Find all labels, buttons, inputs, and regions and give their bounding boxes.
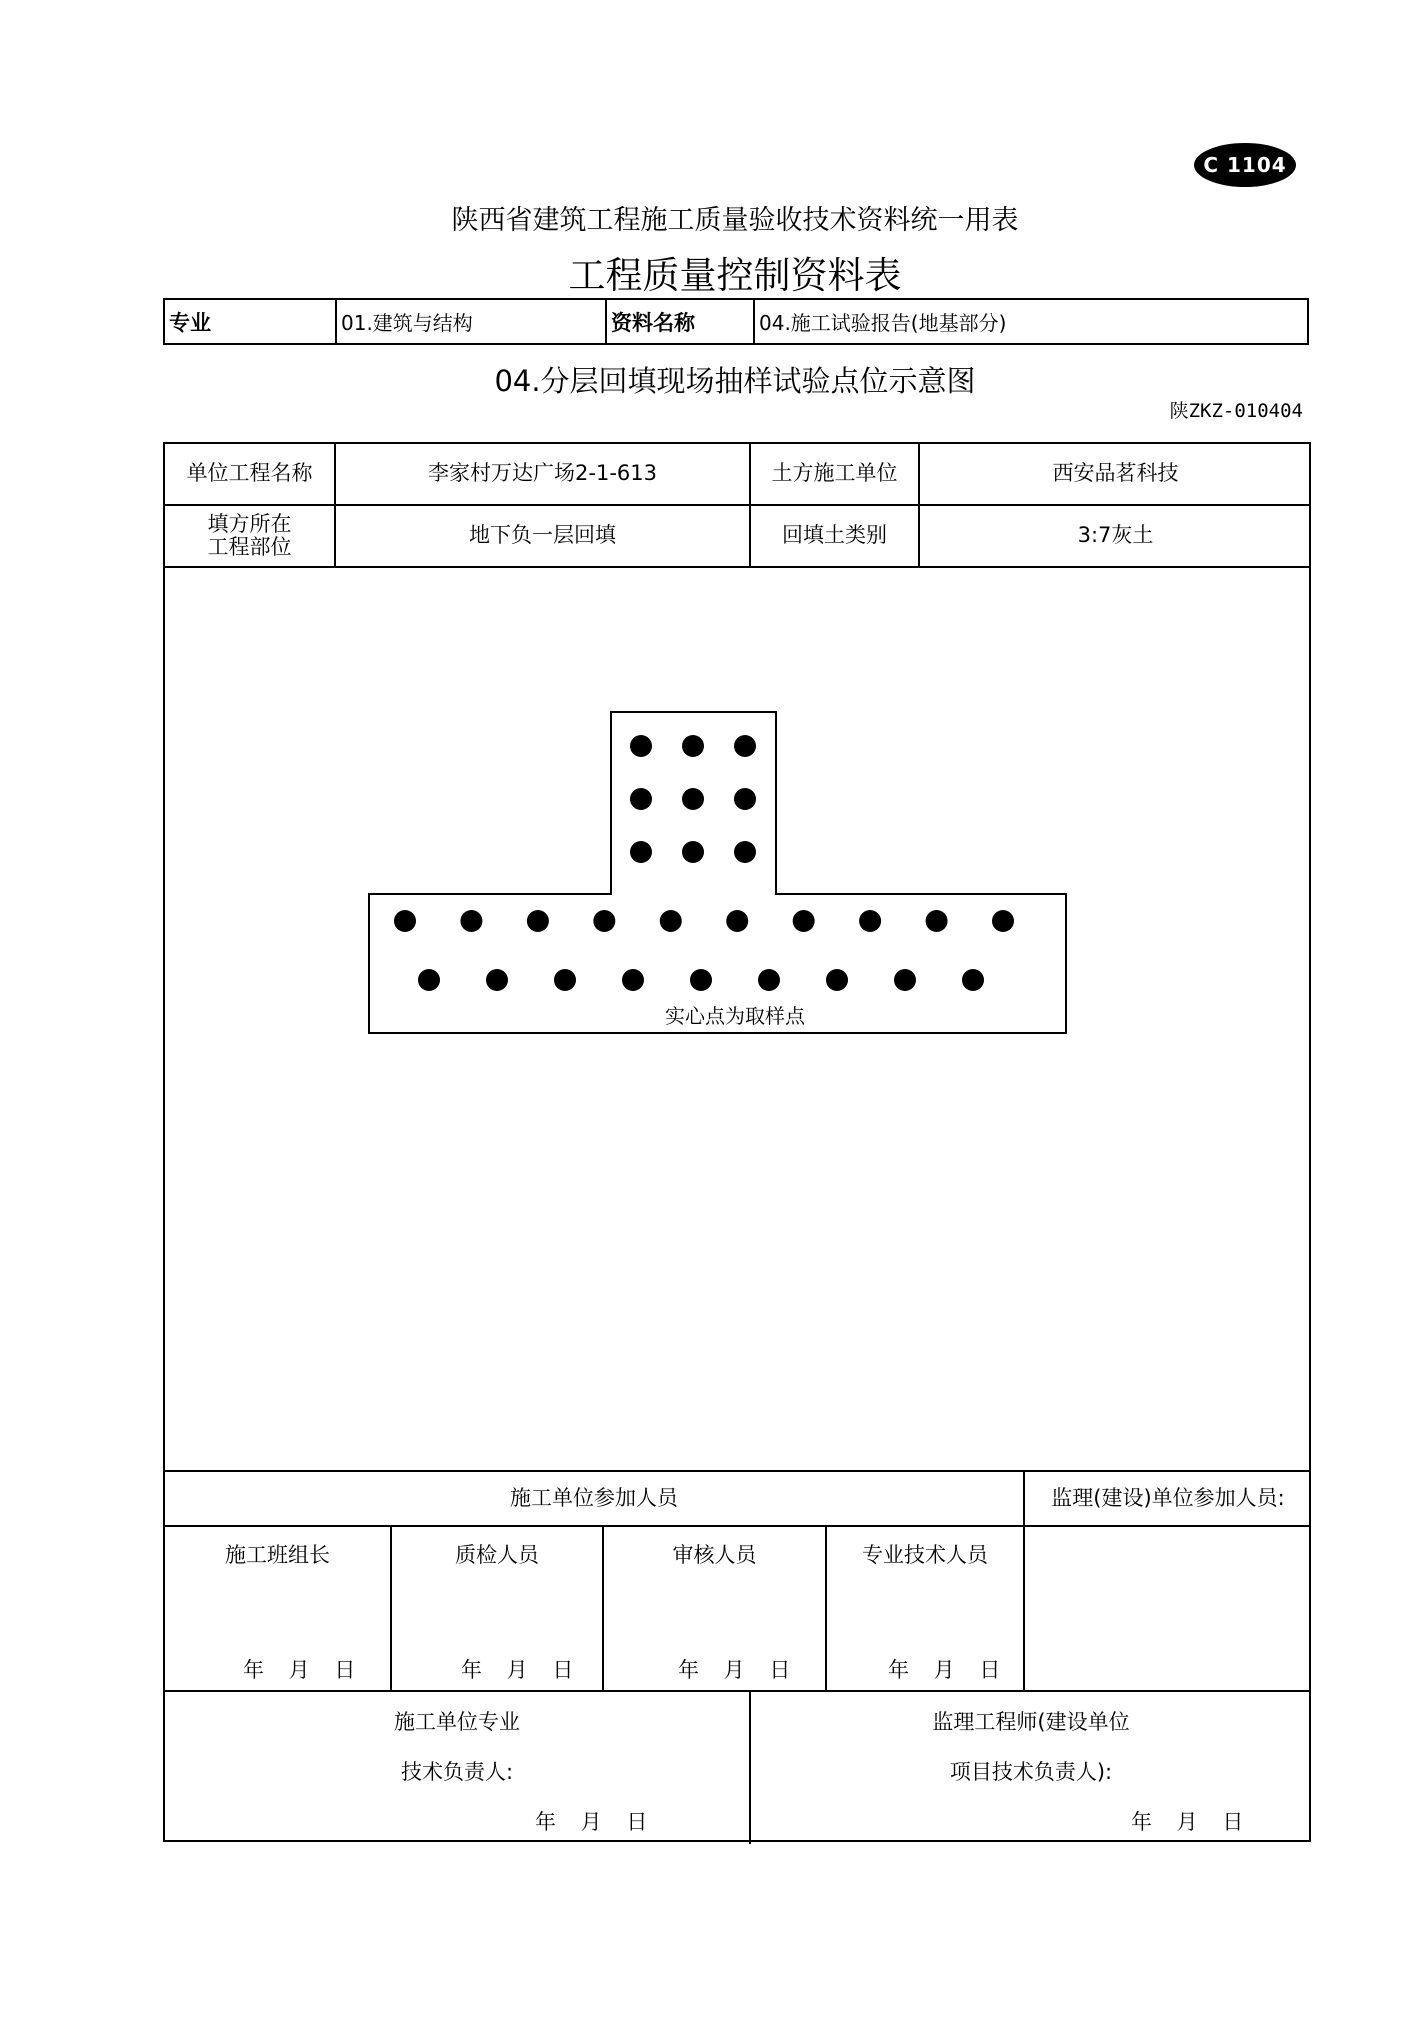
construction-tech-lead-line1: 施工单位专业 [394, 1710, 520, 1734]
form-body [163, 442, 1311, 1842]
sample-point [527, 910, 549, 932]
supervising-engineer-date: 年 月 日 [1131, 1810, 1244, 1834]
sample-point [682, 735, 704, 757]
soil-type-label: 回填土类别 [782, 523, 887, 548]
province-title: 陕西省建筑工程施工质量验收技术资料统一用表 [451, 205, 1019, 236]
sample-point [758, 969, 780, 991]
supervising-engineer-line1: 监理工程师(建设单位 [932, 1710, 1130, 1734]
technical-staff-date: 年 月 日 [888, 1658, 1001, 1682]
sample-point [622, 969, 644, 991]
sample-point [726, 910, 748, 932]
construction-tech-lead-line2: 技术负责人: [400, 1760, 514, 1784]
sample-point [826, 969, 848, 991]
fill-area-outline [369, 712, 1066, 1033]
quality-inspector-date: 年 月 日 [461, 1658, 574, 1682]
doc-name-value: 04.施工试验报告(地基部分) [759, 311, 1007, 335]
fill-location-label-line1: 填方所在 [207, 511, 292, 536]
reviewer-label: 审核人员 [672, 1543, 757, 1567]
earthwork-unit-value: 西安品茗科技 [1052, 461, 1179, 486]
sample-point [554, 969, 576, 991]
unit-project-value: 李家村万达广场2-1-613 [428, 461, 657, 486]
major-value: 01.建筑与结构 [337, 300, 607, 343]
sampling-point-diagram [165, 444, 1311, 1844]
sample-point [894, 969, 916, 991]
doc-name-label: 资料名称 [607, 300, 755, 343]
sample-point [630, 788, 652, 810]
team-leader-date: 年 月 日 [243, 1658, 356, 1682]
sample-point [630, 841, 652, 863]
sample-point [690, 969, 712, 991]
header-table [163, 298, 1309, 345]
sample-point [992, 910, 1014, 932]
earthwork-unit-label: 土方施工单位 [771, 461, 898, 486]
sample-point [734, 788, 756, 810]
sample-point [660, 910, 682, 932]
sample-point [926, 910, 948, 932]
diagram-caption: 实心点为取样点 [665, 1004, 805, 1028]
form-title: 工程质量控制资料表 [568, 254, 902, 297]
supervising-engineer-line2: 项目技术负责人): [949, 1760, 1113, 1784]
supervision-participants-header: 监理(建设)单位参加人员: [1051, 1485, 1285, 1510]
construction-participants-header: 施工单位参加人员 [510, 1485, 678, 1510]
reviewer-date: 年 月 日 [678, 1658, 791, 1682]
form-number-badge: C 1104 [1194, 143, 1296, 187]
sample-points [394, 735, 1014, 991]
soil-type-value: 3:7灰土 [1077, 523, 1154, 548]
sample-point [682, 841, 704, 863]
sample-point [418, 969, 440, 991]
fill-location-value: 地下负一层回填 [469, 523, 616, 548]
fill-location-label-line2: 工程部位 [207, 535, 292, 559]
quality-inspector-label: 质检人员 [455, 1543, 539, 1567]
sample-point [593, 910, 615, 932]
document-code: 陕ZKZ-010404 [1169, 400, 1303, 422]
diagram-title: 04.分层回填现场抽样试验点位示意图 [494, 364, 976, 398]
construction-tech-lead-date: 年 月 日 [535, 1810, 648, 1834]
major-label: 专业 [165, 300, 337, 343]
sample-point [394, 910, 416, 932]
sample-point [630, 735, 652, 757]
sample-point [734, 841, 756, 863]
technical-staff-label: 专业技术人员 [862, 1543, 988, 1567]
sample-point [962, 969, 984, 991]
unit-project-label: 单位工程名称 [186, 461, 313, 486]
team-leader-label: 施工班组长 [225, 1543, 330, 1567]
sample-point [460, 910, 482, 932]
sample-point [859, 910, 881, 932]
sample-point [486, 969, 508, 991]
sample-point [734, 735, 756, 757]
sample-point [682, 788, 704, 810]
sample-point [793, 910, 815, 932]
